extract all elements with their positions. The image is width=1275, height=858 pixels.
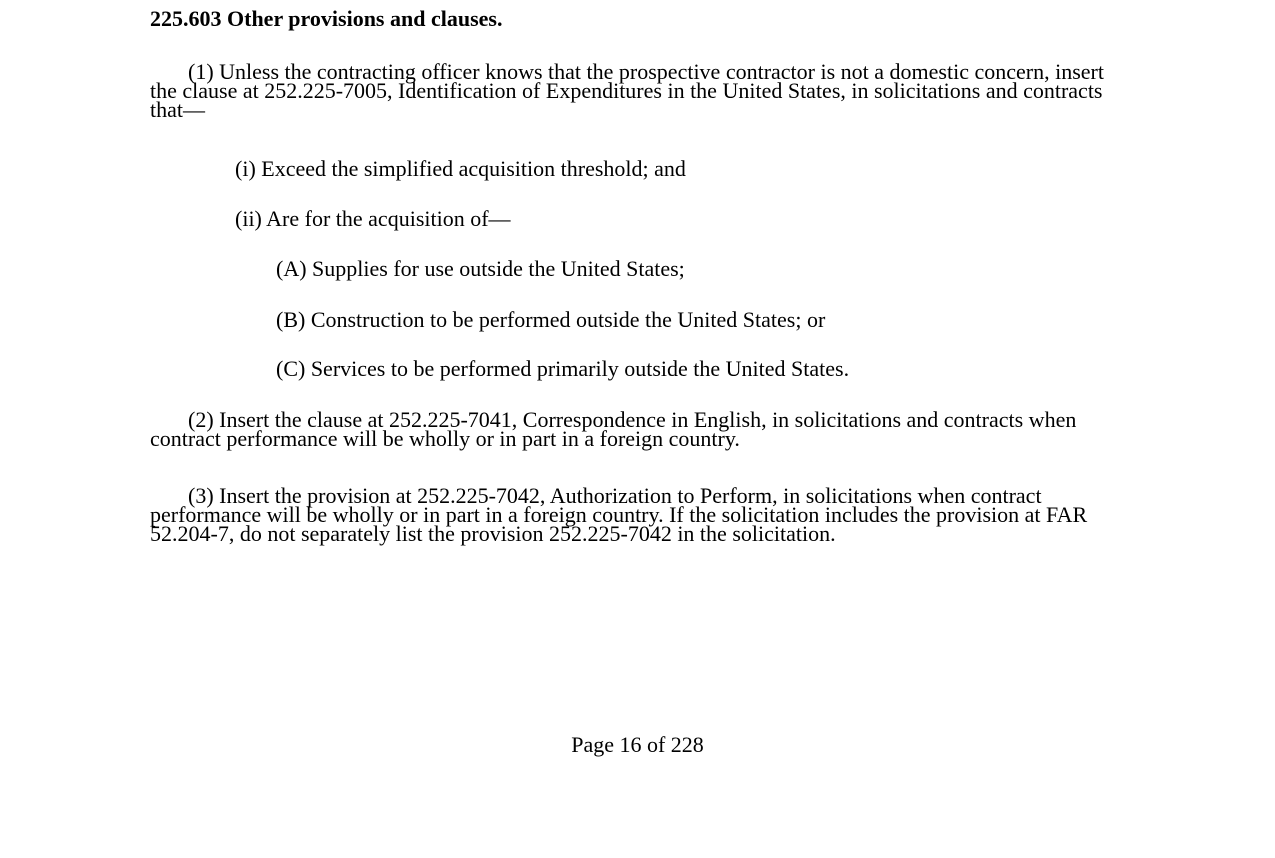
paragraph-1: [150, 59, 1125, 122]
paragraph-3-text: (3) Insert the provision at 252.225-7042, Authorization to Perform, in solicitations when contract performance will be wholly or in part in a foreign country. If the solicitation includes the provision at FAR 52.204-7, do not separately list the provision 252.225-7042 in the solicitation.: [150, 483, 1088, 546]
paragraph-2-text: (2) Insert the clause at 252.225-7041, Correspondence in English, in solicitations and contracts when contract performance will be wholly or in part in a foreign country.: [150, 407, 1077, 451]
paragraph-1-text: (1) Unless the contracting officer knows that the prospective contractor is not a domestic concern, insert the clause at 252.225-7005, Identification of Expenditures in the United States, in solicitations and contracts that—: [150, 59, 1104, 122]
subparagraph-1-ii-C: (C) Services to be performed primarily outside the United States.: [276, 356, 850, 381]
page-number-footer: Page 16 of 228: [571, 732, 704, 757]
paragraph-2: [150, 407, 1125, 451]
subparagraph-1-i: (i) Exceed the simplified acquisition threshold; and: [235, 156, 686, 181]
paragraph-3: [150, 483, 1125, 546]
section-heading: 225.603 Other provisions and clauses.: [150, 6, 503, 31]
subparagraph-1-ii-B: (B) Construction to be performed outside the United States; or: [276, 307, 826, 332]
subparagraph-1-ii: (ii) Are for the acquisition of—: [235, 206, 511, 231]
subparagraph-1-ii-A: (A) Supplies for use outside the United States;: [276, 256, 685, 281]
